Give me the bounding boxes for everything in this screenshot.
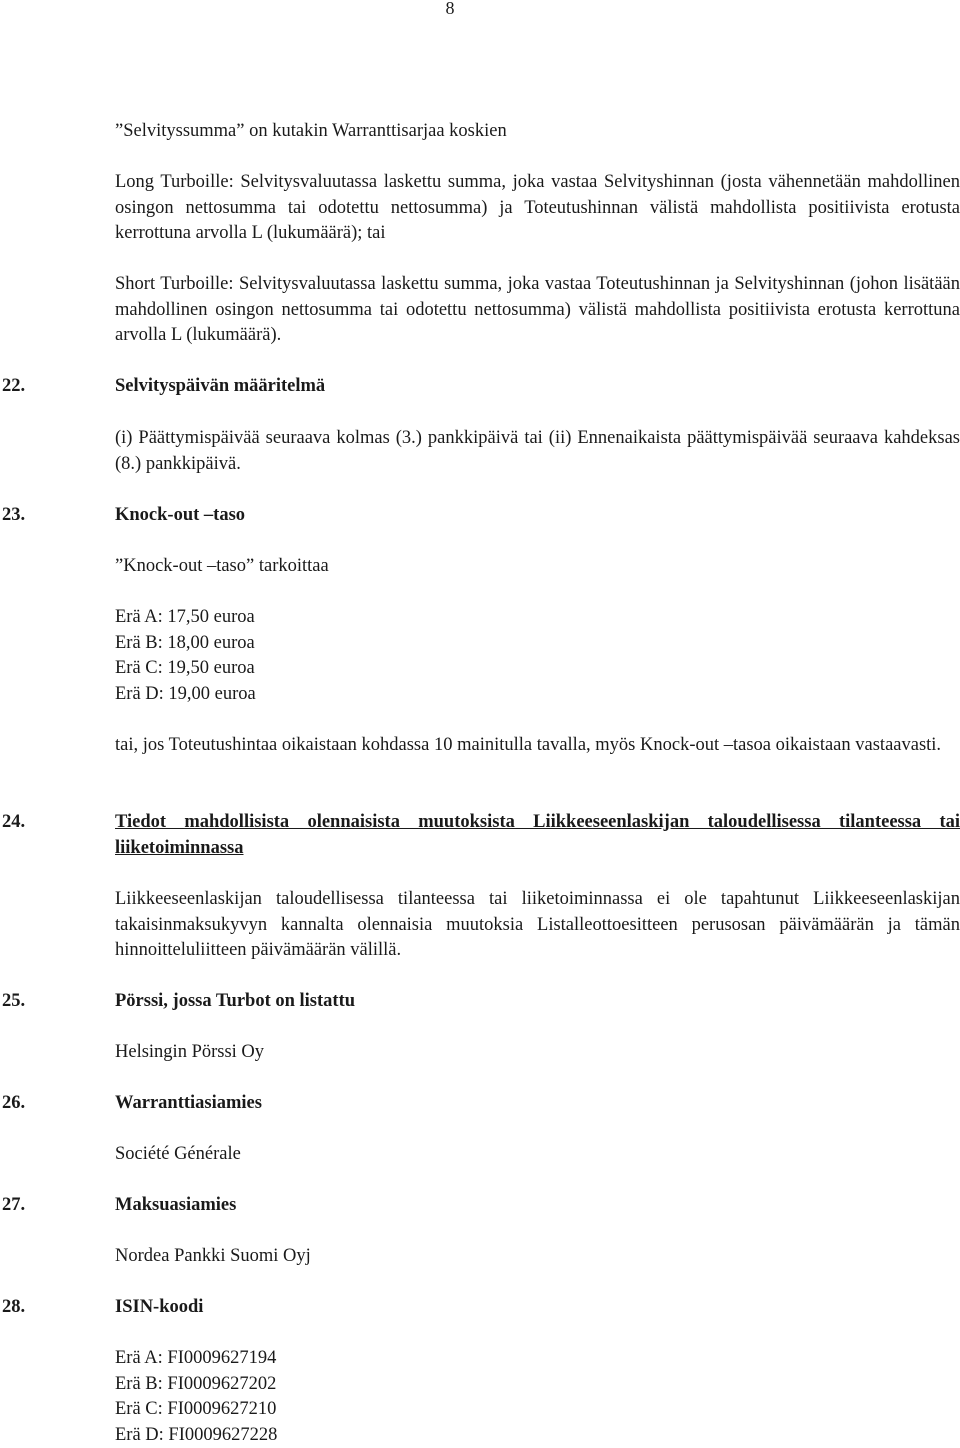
section-27-title: Maksuasiamies xyxy=(115,1193,960,1219)
section-24-body: Liikkeeseenlaskijan taloudellisessa tilanteessa tai liiketoiminnassa ei ole tapahtunut Liikkeeseenlaskijan takaisinmaksukyvyn kannalta olennaisia muutoksia Listalleottoesitteen perusosan päivämäärän ja tämän hinnoitteluliitteen päivämäärän välillä. xyxy=(115,887,960,964)
section-26-title: Warranttiasiamies xyxy=(115,1091,960,1117)
section-22-number: 22. xyxy=(2,374,25,400)
section-24-title: Tiedot mahdollisista olennaisista muutoksista Liikkeeseenlaskijan taloudellisessa tilanteessa tai liiketoiminnassa xyxy=(115,810,960,861)
isin-list xyxy=(115,1346,960,1448)
knockout-item-b: Erä B: 18,00 euroa xyxy=(115,631,960,657)
section-26-body: Société Générale xyxy=(115,1142,960,1168)
section-24-number: 24. xyxy=(2,810,25,836)
isin-item-a: Erä A: FI0009627194 xyxy=(115,1346,960,1372)
section-22-body: (i) Päättymispäivää seuraava kolmas (3.) pankkipäivä tai (ii) Ennenaikaista päättymispäivää seuraava kahdeksas (8.) pankkipäivä. xyxy=(115,426,960,477)
settlement-amount-heading: ”Selvityssumma” on kutakin Warranttisarjaa koskien xyxy=(115,119,960,145)
knockout-list xyxy=(115,605,960,707)
knockout-item-a: Erä A: 17,50 euroa xyxy=(115,605,960,631)
section-23-number: 23. xyxy=(2,503,25,529)
section-26-number: 26. xyxy=(2,1091,25,1117)
section-27-body: Nordea Pankki Suomi Oyj xyxy=(115,1244,960,1270)
section-28-title: ISIN-koodi xyxy=(115,1295,960,1321)
knockout-adjustment-note: tai, jos Toteutushintaa oikaistaan kohdassa 10 mainitulla tavalla, myös Knock-out –tasoa oikaistaan vastaavasti. xyxy=(115,733,960,759)
short-turbo-paragraph: Short Turboille: Selvitysvaluutassa laskettu summa, joka vastaa Toteutushinnan ja Selvityshinnan (johon lisätään mahdollinen osingon nettosumma tai odotettu nettosumma) välistä mahdollista positiivista erotusta kerrottuna arvolla L (lukumäärä). xyxy=(115,272,960,349)
page-number: 8 xyxy=(0,0,900,21)
section-23-title: Knock-out –taso xyxy=(115,503,960,529)
section-28-number: 28. xyxy=(2,1295,25,1321)
knockout-definition: ”Knock-out –taso” tarkoittaa xyxy=(115,554,960,580)
isin-item-d: Erä D: FI0009627228 xyxy=(115,1423,960,1448)
section-25-body: Helsingin Pörssi Oy xyxy=(115,1040,960,1066)
section-27-number: 27. xyxy=(2,1193,25,1219)
knockout-item-c: Erä C: 19,50 euroa xyxy=(115,656,960,682)
section-22-title: Selvityspäivän määritelmä xyxy=(115,374,960,400)
isin-item-c: Erä C: FI0009627210 xyxy=(115,1397,960,1423)
long-turbo-paragraph: Long Turboille: Selvitysvaluutassa laskettu summa, joka vastaa Selvityshinnan (josta vähennetään mahdollinen osingon nettosumma tai odotettu nettosumma) ja Toteutushinnan välistä mahdollista positiivista erotusta kerrottuna arvolla L (lukumäärä); tai xyxy=(115,170,960,247)
isin-item-b: Erä B: FI0009627202 xyxy=(115,1372,960,1398)
knockout-item-d: Erä D: 19,00 euroa xyxy=(115,682,960,708)
section-25-title: Pörssi, jossa Turbot on listattu xyxy=(115,989,960,1015)
section-25-number: 25. xyxy=(2,989,25,1015)
